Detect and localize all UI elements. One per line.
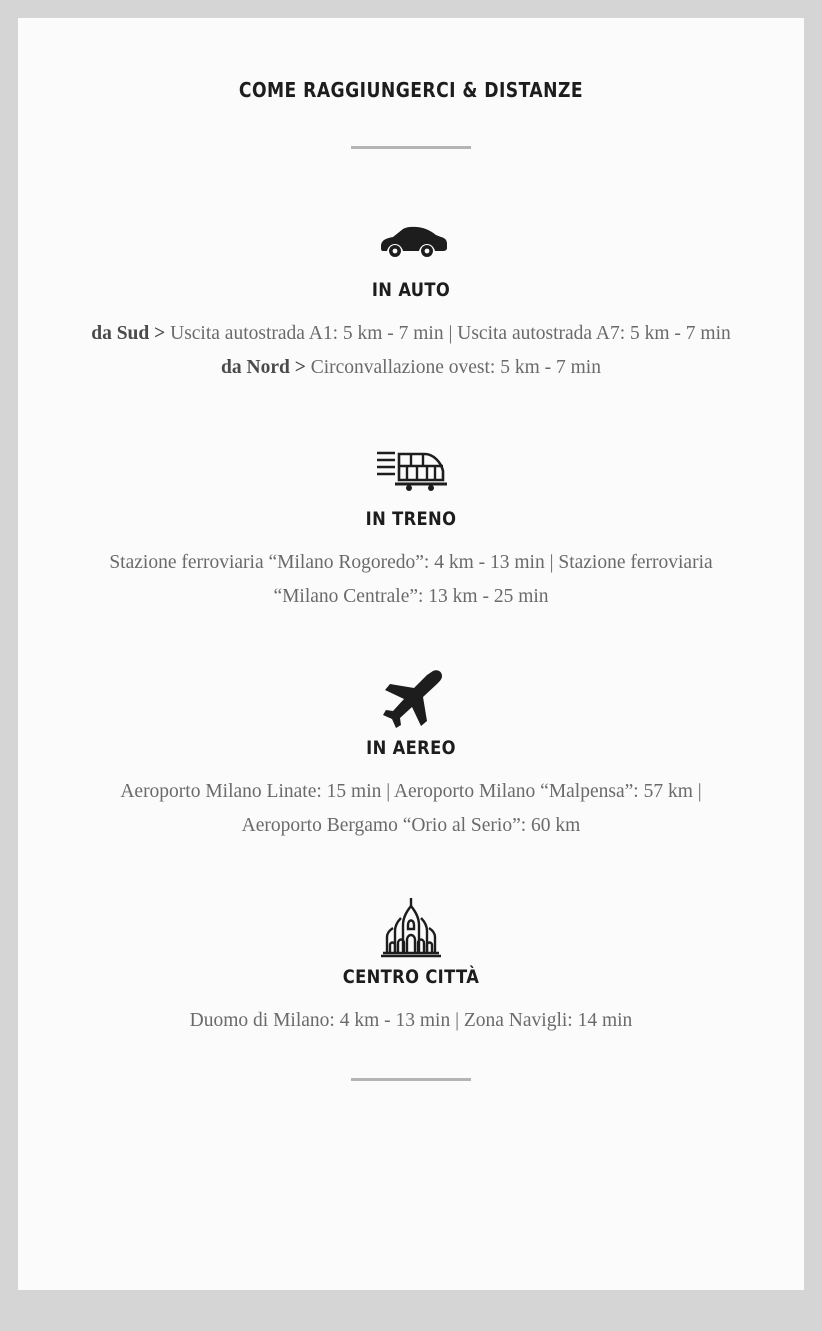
section-text-in-treno: Stazione ferroviaria “Milano Rogoredo”: 4 km - 13 min | Stazione ferroviaria “Milano Centrale”: 13 km - 25 min: [109, 552, 713, 607]
section-text-centro-citta: Duomo di Milano: 4 km - 13 min | Zona Navigli: 14 min: [189, 1010, 633, 1032]
section-title-in-aereo: IN AEREO: [366, 737, 456, 760]
section-in-auto: [71, 207, 751, 384]
section-centro-citta: [71, 894, 751, 1038]
content-column: [71, 18, 751, 1081]
label-da-nord: da Nord >: [221, 356, 306, 378]
section-title-in-treno: IN TRENO: [365, 508, 457, 531]
section-in-treno: [71, 436, 751, 613]
page-card: [18, 18, 804, 1290]
section-title-centro-citta: CENTRO CITTÀ: [342, 966, 480, 989]
line-da-nord: [81, 351, 741, 385]
text-da-sud: Uscita autostrada A1: 5 km - 7 min | Uscita autostrada A7: 5 km - 7 min: [165, 323, 731, 344]
train-icon: [71, 436, 751, 502]
airplane-icon: [71, 665, 751, 731]
section-text-in-auto: [81, 317, 741, 384]
section-in-aereo: [71, 665, 751, 842]
divider-bottom: [351, 1078, 471, 1081]
section-text-in-aereo: Aeroporto Milano Linate: 15 min | Aeroporto Milano “Malpensa”: 57 km | Aeroporto Bergamo “Orio al Serio”: 60 km: [120, 781, 702, 836]
section-title-in-auto: IN AUTO: [371, 279, 451, 301]
divider-top: [351, 146, 471, 149]
text-da-nord: Circonvallazione ovest: 5 km - 7 min: [305, 356, 601, 378]
duomo-icon: [71, 894, 751, 960]
label-da-sud: da Sud >: [91, 323, 166, 344]
page-title: COME RAGGIUNGERCI & DISTANZE: [238, 78, 584, 102]
car-icon: [71, 207, 751, 273]
